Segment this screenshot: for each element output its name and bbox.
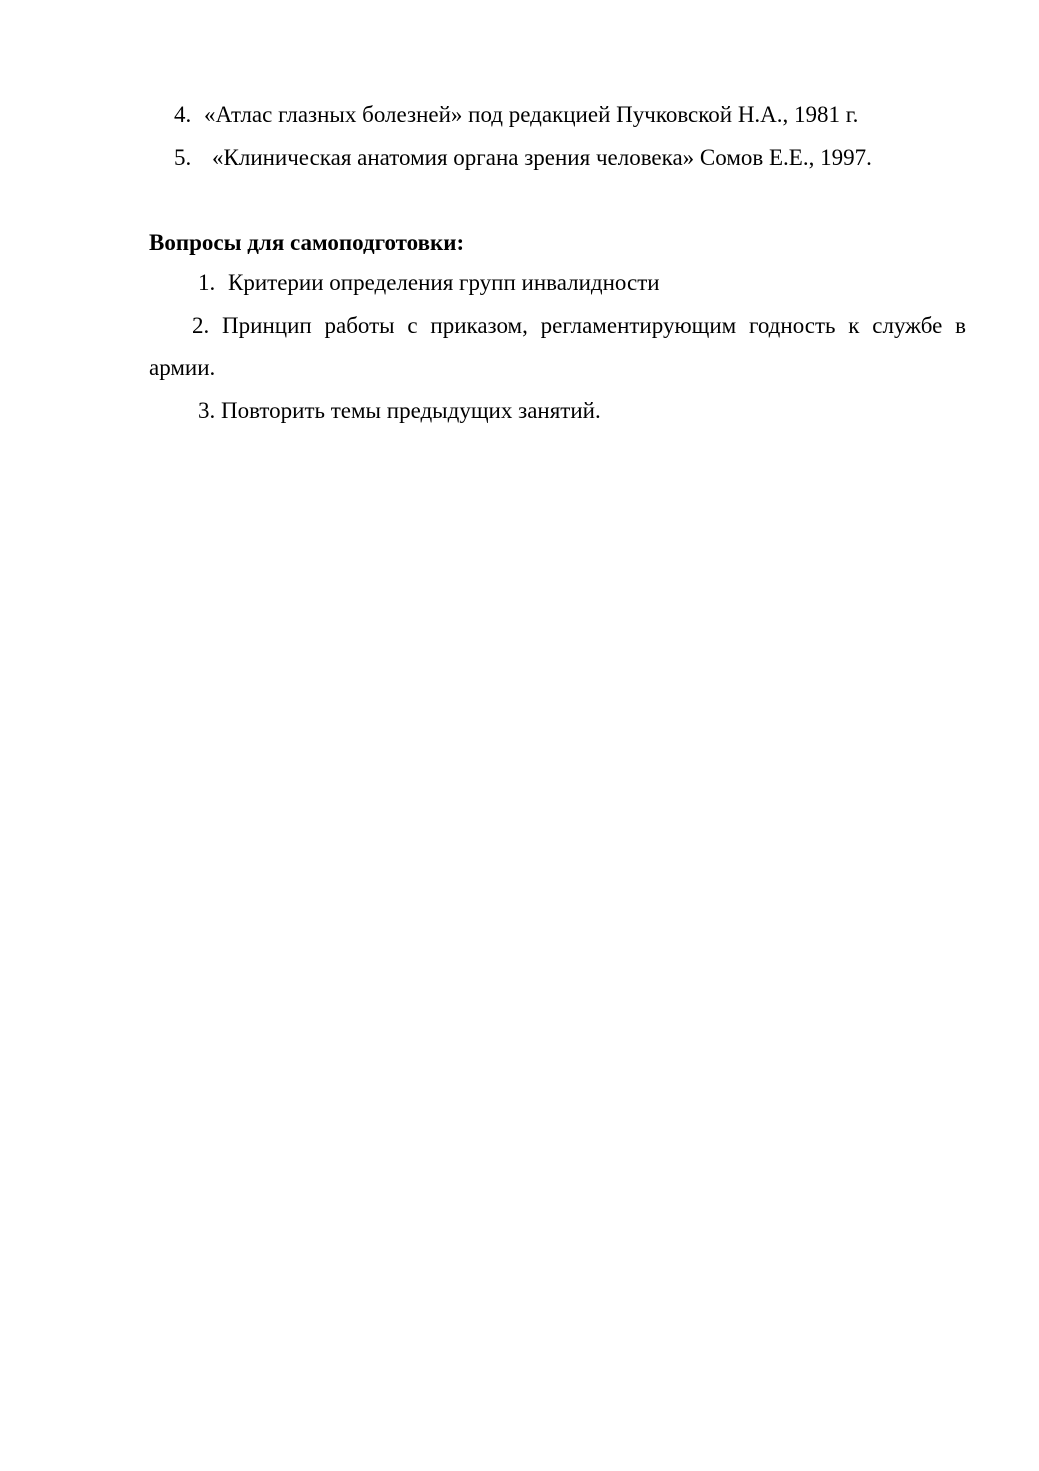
reference-number: 5. <box>174 145 192 170</box>
reference-text: «Атлас глазных болезней» под редакцией Пучковской Н.А., 1981 г. <box>204 102 859 127</box>
reference-text: «Клиническая анатомия органа зрения человека» Сомов Е.Е., 1997. <box>212 145 872 170</box>
question-number: 1. <box>198 270 216 295</box>
question-number: 3. <box>198 398 216 423</box>
reference-item <box>174 101 858 129</box>
question-text-line2: армии. <box>149 355 216 380</box>
question-item <box>198 397 601 425</box>
questions-heading: Вопросы для самоподготовки: <box>149 230 465 255</box>
question-text: Повторить темы предыдущих занятий. <box>221 398 601 423</box>
question-text-line1: Принцип работы с приказом, регламентирующим годность к службе в <box>222 313 966 338</box>
question-item <box>198 269 660 297</box>
reference-number: 4. <box>174 102 192 127</box>
question-text: Критерии определения групп инвалидности <box>228 270 660 295</box>
question-item <box>192 312 966 340</box>
reference-item <box>174 144 872 172</box>
question-item-continuation <box>149 354 215 382</box>
question-number: 2. <box>192 313 210 338</box>
